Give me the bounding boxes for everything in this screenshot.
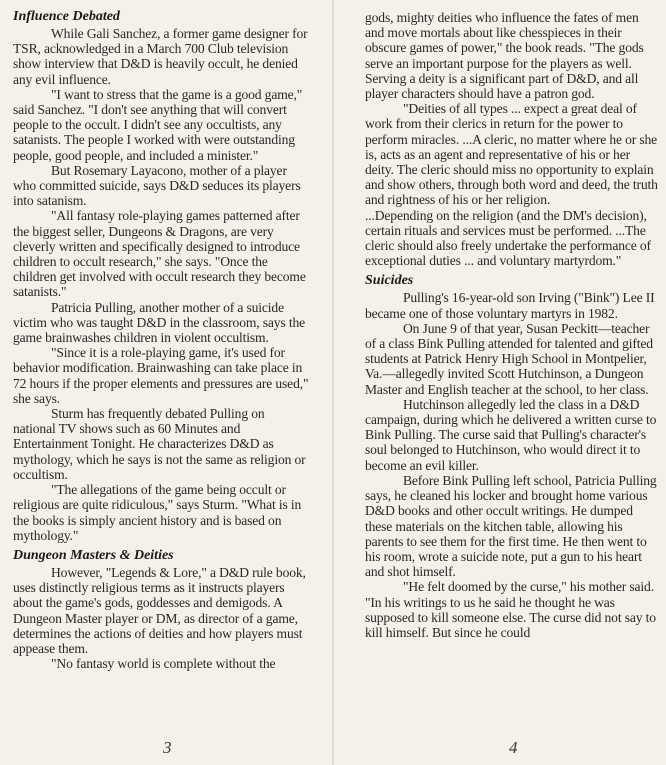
paragraph: Hutchinson allegedly led the class in a D&D campaign, during which he delivered a written curse to Bink Pulling. The curse said that Pulling's character's soul belonged to Hutchinson, who would direct it to become an evil killer. <box>365 396 657 473</box>
paragraph: "I want to stress that the game is a good game," said Sanchez. "I don't see anything that will convert people to the occult. I didn't see any occultists, any satanists. The people I worked with were outstanding people, good people, and included a minister." <box>13 86 303 163</box>
paragraph: "Since it is a role-playing game, it's used for behavior modification. Brainwashing can take place in 72 hours if the proper elements and pressures are used," she says. <box>13 345 309 406</box>
paragraph: "No fantasy world is complete without the <box>51 656 276 672</box>
page-number: 4 <box>509 738 518 757</box>
right-page <box>333 0 666 765</box>
paragraph: While Gali Sanchez, a former game designer for TSR, acknowledged in a March 700 Club television show interview that D&D is heavily occult, he denied any evil influence. <box>13 26 308 87</box>
paragraph: On June 9 of that year, Susan Peckitt—teacher of a class Bink Pulling attended for talented and gifted students at Patrick Henry High School in Montpelier, Va.—allegedly invited Scott Hutchinson, a Dungeon Master and English teacher at the school, to her class. <box>365 320 653 397</box>
quote-paragraph: "Deities of all types ... expect a great deal of work from their clerics in return for the power to perform miracles. ...A cleric, no matter where he or she is, acts as an agent and representative of his or her deity. The cleric should miss no opportunity to explain and show others, through both word and deed, the truth and rightness of his or her religion. <box>365 101 658 208</box>
paragraph: "All fantasy role-playing games patterned after the biggest seller, Dungeons & Dragons, are very cleverly written and specifically designed to introduce children to occult research," she says. "Once the children get involved with occult research they become satanists." <box>13 208 306 300</box>
page-number: 3 <box>163 738 172 757</box>
section-heading-suicides: Suicides <box>365 273 414 289</box>
right-column <box>365 10 660 640</box>
left-column <box>13 8 309 671</box>
quote-continuation: ...Depending on the religion (and the DM's decision), certain rituals and services must be performed. ...The cleric should also freely undertake the performance of exceptional duties ... and voluntary martyrdom." <box>365 207 651 269</box>
paragraph: Patricia Pulling, another mother of a suicide victim who was taught D&D in the classroom, says the game brainwashes children in violent occultism. <box>13 299 305 346</box>
paragraph: Before Bink Pulling left school, Patricia Pulling says, he cleaned his locker and brought home various D&D books and other occult writings. He dumped these materials on the kitchen table, allowing his parents to see them for the first time. He then went to his room, wrote a suicide note, put a gun to his heart and shot himself. <box>365 472 657 580</box>
paragraph: "The allegations of the game being occult or religious are quite ridiculous," says Sturm. "What is in the books is simply ancient history and is based on mythology." <box>13 482 302 543</box>
section-heading-dungeon-masters: Dungeon Masters & Deities <box>13 547 174 563</box>
paragraph: "He felt doomed by the curse," his mother said. "In his writings to us he said he thought he was supposed to kill someone else. The curse did not say to kill himself. But since he could <box>365 579 656 640</box>
paragraph: Pulling's 16-year-old son Irving ("Bink") Lee II became one of those voluntary martyrs in 1982. <box>365 290 655 321</box>
section-heading-influence-debated: Influence Debated <box>13 9 120 24</box>
paragraph: But Rosemary Layacono, mother of a player who committed suicide, says D&D seduces its players into satanism. <box>13 162 301 209</box>
paragraph: Sturm has frequently debated Pulling on national TV shows such as 60 Minutes and Entertainment Tonight. He characterizes D&D as mythology, which he says is not the same as religion or occultism. <box>13 406 306 482</box>
continuation-paragraph: gods, mighty deities who influence the fates of men and move mortals about like chesspieces in their obscure games of power," the book reads. "The gods serve an important purpose for the players as well. Serving a deity is a significant part of D&D, and all player characters should have a patron god. <box>365 10 644 102</box>
paragraph: However, "Legends & Lore," a D&D rule book, uses distinctly religious terms as it instructs players about the game's gods, goddesses and demigods. A Dungeon Master player or DM, as director of a game, determines the actions of deities and how players must appease them. <box>13 564 306 656</box>
